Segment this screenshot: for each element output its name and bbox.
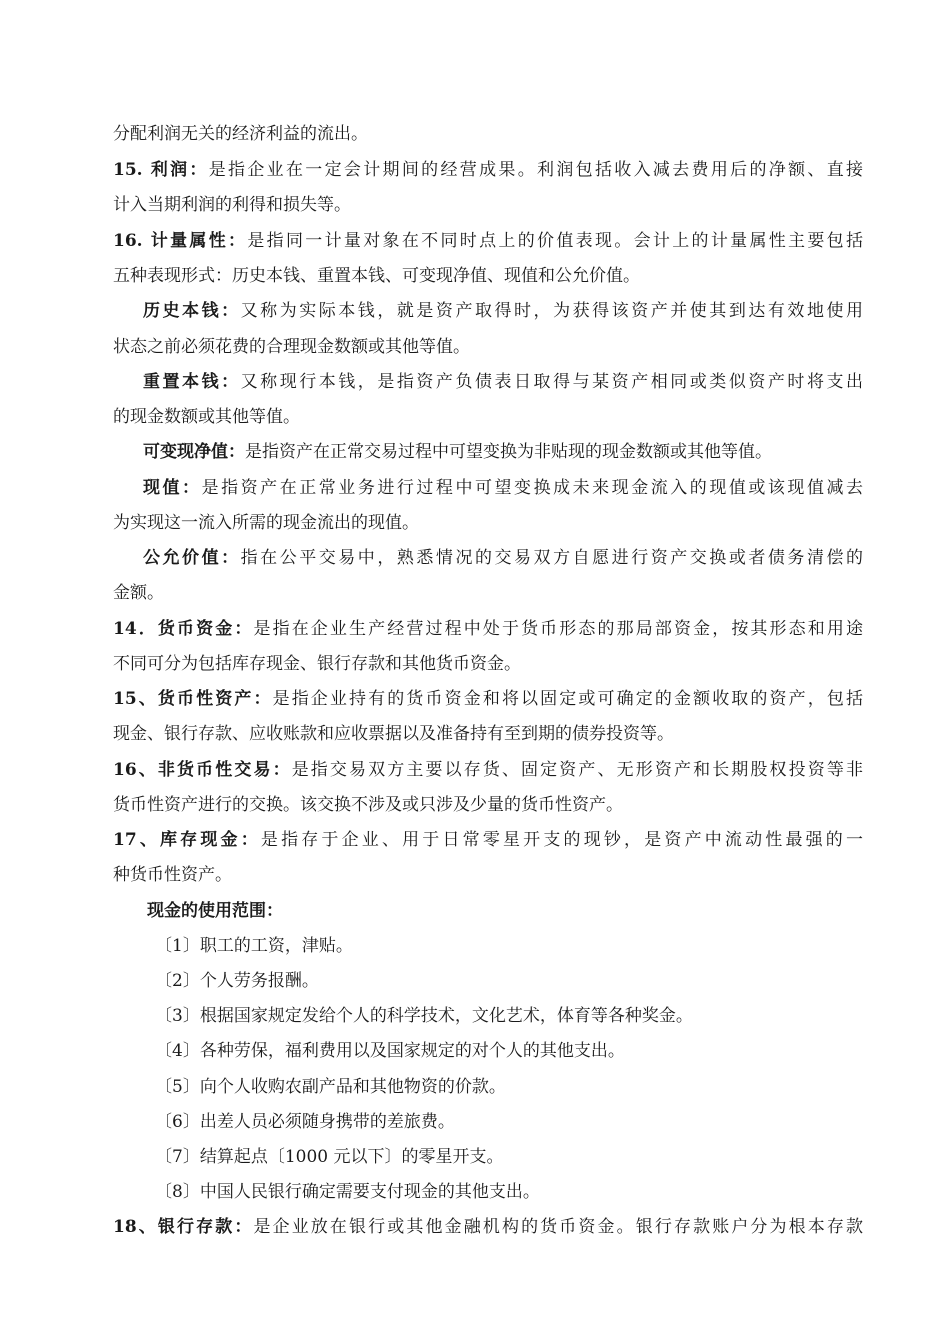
- text-line: 现金、银行存款、应收账款和应收票据以及准备持有至到期的债券投资等。: [113, 724, 674, 744]
- term-label: 15、货币性资产：: [113, 689, 273, 709]
- term-paragraph-present-value: 现值：是指资产在正常业务进行过程中可望变换成未来现金流入的现值或该现值减去: [143, 478, 864, 498]
- term-paragraph-monetary-assets: 15、货币性资产：是指企业持有的货币资金和将以固定或可确定的金额收取的资产，包括: [113, 689, 863, 709]
- term-label: 现值：: [143, 478, 202, 498]
- list-item: 〔5〕向个人收购农副产品和其他物资的价款。: [155, 1077, 506, 1097]
- text-line: 的现金数额或其他等值。: [113, 407, 300, 427]
- term-paragraph-nonmonetary: 16、非货币性交易：是指交易双方主要以存货、固定资产、无形资产和长期股权投资等非: [113, 760, 863, 780]
- text-line: 计入当期利润的利得和损失等。: [113, 195, 351, 215]
- text-line: 分配利润无关的经济利益的流出。: [113, 124, 368, 144]
- text-line: 不同可分为包括库存现金、银行存款和其他货币资金。: [113, 654, 521, 674]
- term-label: 16、非货币性交易：: [113, 760, 292, 780]
- list-item: 〔7〕结算起点〔1000 元以下〕的零星开支。: [155, 1147, 504, 1167]
- term-paragraph-measurement: 16. 计量属性：是指同一计量对象在不同时点上的价值表现。会计上的计量属性主要包括: [113, 231, 863, 251]
- list-item: 〔6〕出差人员必须随身携带的差旅费。: [155, 1112, 455, 1132]
- term-label: 16. 计量属性：: [113, 231, 248, 251]
- term-paragraph-cash-on-hand: 17、库存现金：是指存于企业、用于日常零星开支的现钞，是资产中流动性最强的一: [113, 830, 863, 850]
- text-line: 状态之前必须花费的合理现金数额或其他等值。: [113, 337, 470, 357]
- text-line: 货币性资产进行的交换。该交换不涉及或只涉及少量的货币性资产。: [113, 795, 623, 815]
- list-item: 〔4〕各种劳保，福利费用以及国家规定的对个人的其他支出。: [155, 1041, 625, 1061]
- term-label: 历史本钱：: [143, 301, 241, 321]
- term-label: 公允价值：: [143, 548, 241, 568]
- text-line: 种货币性资产。: [113, 865, 232, 885]
- term-paragraph-monetary-funds: 14．货币资金：是指在企业生产经营过程中处于货币形态的那局部资金，按其形态和用途: [113, 619, 863, 639]
- list-item: 〔8〕中国人民银行确定需要支付现金的其他支出。: [155, 1182, 540, 1202]
- term-label: 可变现净值：: [143, 442, 245, 462]
- term-label: 15. 利润：: [113, 160, 209, 180]
- term-paragraph-bank-deposit: 18、银行存款：是企业放在银行或其他金融机构的货币资金。银行存款账户分为根本存款: [113, 1217, 863, 1237]
- cash-usage-heading: 现金的使用范围：: [147, 901, 283, 921]
- text-line: 五种表现形式：历史本钱、重置本钱、可变现净值、现值和公允价值。: [113, 266, 640, 286]
- text-line: 金额。: [113, 583, 164, 603]
- term-label: 14．货币资金：: [113, 619, 254, 639]
- term-paragraph-nrv: 可变现净值：是指资产在正常交易过程中可望变换为非贴现的现金数额或其他等值。: [143, 442, 772, 462]
- term-paragraph-fair-value: 公允价值：指在公平交易中，熟悉情况的交易双方自愿进行资产交换或者债务清偿的: [143, 548, 864, 568]
- term-label: 重置本钱：: [143, 372, 241, 392]
- list-item: 〔3〕根据国家规定发给个人的科学技术，文化艺术，体育等各种奖金。: [155, 1006, 693, 1026]
- term-paragraph-profit: 15. 利润：是指企业在一定会计期间的经营成果。利润包括收入减去费用后的净额、直接: [113, 160, 864, 180]
- term-label: 17、库存现金：: [113, 830, 261, 850]
- term-label: 18、银行存款：: [113, 1217, 254, 1237]
- list-item: 〔1〕职工的工资，津贴。: [155, 936, 353, 956]
- text-line: 为实现这一流入所需的现金流出的现值。: [113, 513, 419, 533]
- term-paragraph-historical-cost: 历史本钱：又称为实际本钱，就是资产取得时，为获得该资产并使其到达有效地使用: [143, 301, 864, 321]
- term-paragraph-replacement-cost: 重置本钱：又称现行本钱，是指资产负债表日取得与某资产相同或类似资产时将支出: [143, 372, 864, 392]
- list-item: 〔2〕个人劳务报酬。: [155, 971, 319, 991]
